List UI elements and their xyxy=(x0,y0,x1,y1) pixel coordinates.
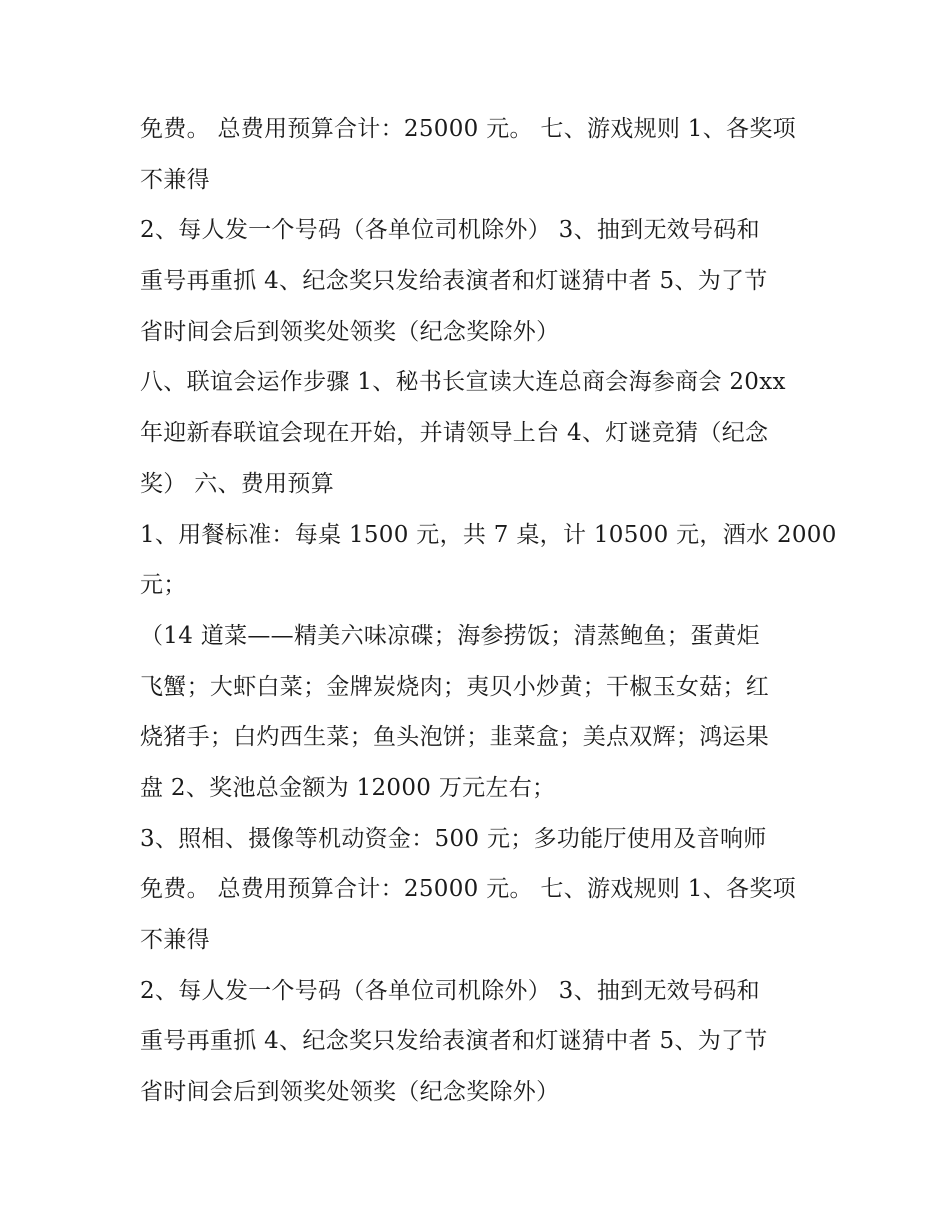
text-line: 奖） 六、费用预算 xyxy=(140,470,335,497)
text-line: 不兼得 xyxy=(140,927,210,953)
text-line: 年迎新春联谊会现在开始，并请领导上台 4、灯谜竞猜（纪念 xyxy=(140,420,769,447)
text-line: 烧猪手；白灼西生菜；鱼头泡饼；韭菜盒；美点双辉；鸿运果 xyxy=(140,724,770,751)
text-line: 飞蟹；大虾白菜；金牌炭烧肉；夷贝小炒黄；干椒玉女菇；红 xyxy=(140,673,770,700)
text-line: 免费。 总费用预算合计：25000 元。 七、游戏规则 1、各奖项 xyxy=(140,876,796,903)
text-line: 3、照相、摄像等机动资金：500 元；多功能厅使用及音响师 xyxy=(140,825,767,852)
text-line: 重号再重抓 4、纪念奖只发给表演者和灯谜猜中者 5、为了节 xyxy=(140,1028,768,1055)
text-line: 省时间会后到领奖处领奖（纪念奖除外） xyxy=(140,1079,560,1106)
text-line: 1、用餐标准：每桌 1500 元，共 7 桌，计 10500 元，酒水 2000 xyxy=(140,521,837,548)
body-text xyxy=(140,104,837,1118)
text-line: 省时间会后到领奖处领奖（纪念奖除外） xyxy=(140,318,560,345)
text-line: 不兼得 xyxy=(140,166,210,193)
text-line: 八、联谊会运作步骤 1、秘书长宣读大连总商会海参商会 20xx xyxy=(140,369,786,396)
text-line: （14 道菜——精美六味凉碟；海参捞饭；清蒸鲍鱼；蛋黄炬 xyxy=(140,622,760,649)
text-line: 2、每人发一个号码（各单位司机除外） 3、抽到无效号码和 xyxy=(140,217,760,244)
text-line: 盘 2、奖池总金额为 12000 万元左右； xyxy=(140,774,556,801)
text-line: 免费。 总费用预算合计：25000 元。 七、游戏规则 1、各奖项 xyxy=(140,116,796,142)
text-line: 元； xyxy=(140,572,187,599)
text-line: 2、每人发一个号码（各单位司机除外） 3、抽到无效号码和 xyxy=(140,977,760,1004)
text-line: 重号再重抓 4、纪念奖只发给表演者和灯谜猜中者 5、为了节 xyxy=(140,268,768,295)
